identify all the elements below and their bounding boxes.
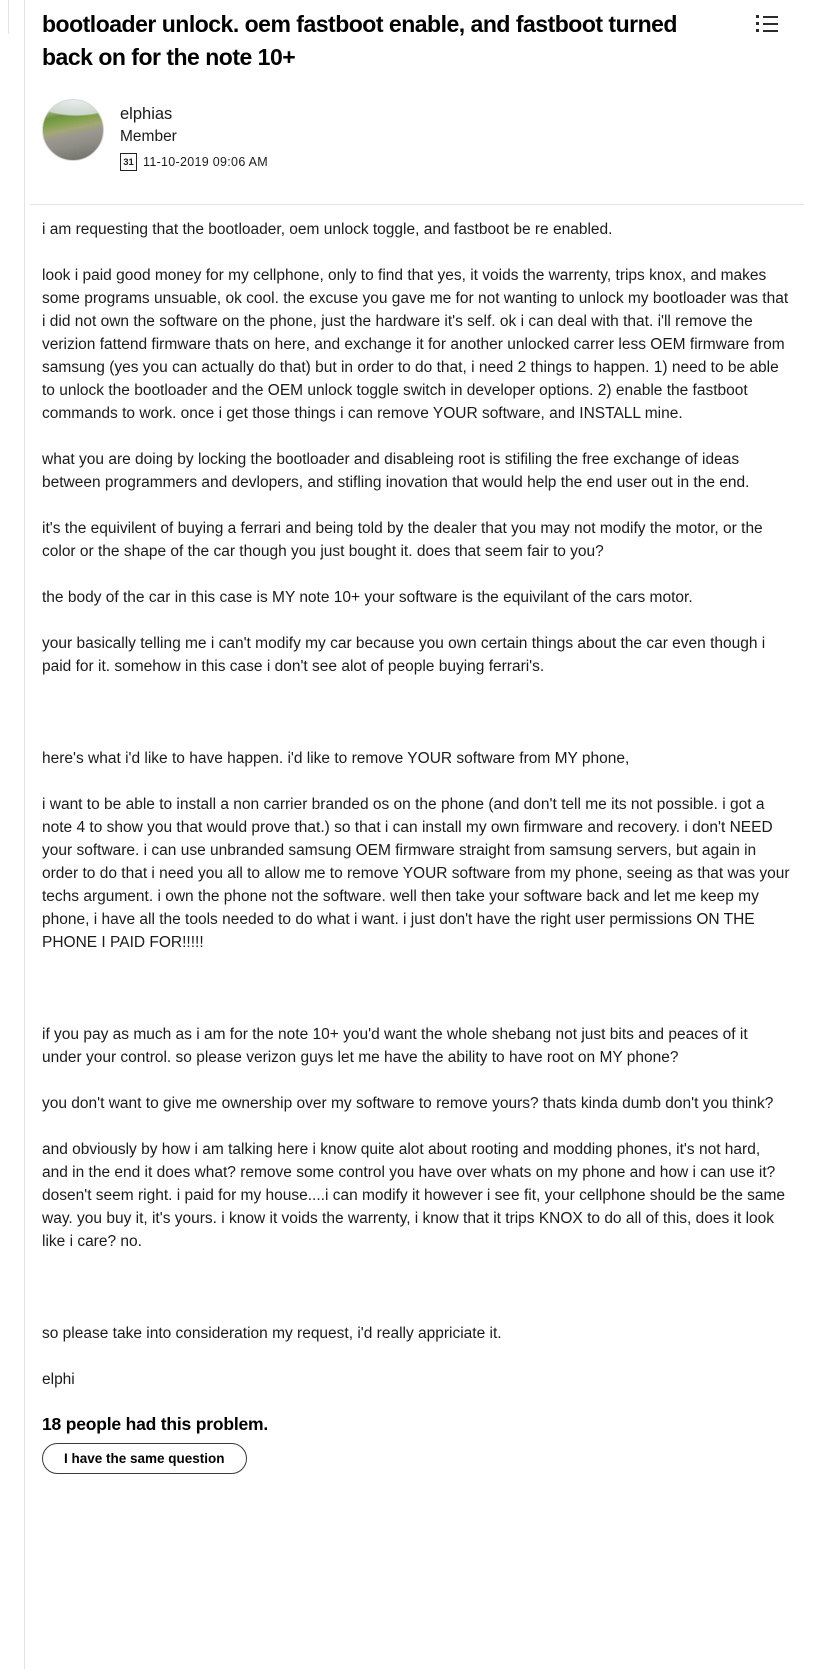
post-paragraph: i am requesting that the bootloader, oem unlock toggle, and fastboot be re enabled. <box>42 221 613 238</box>
thread-title: bootloader unlock. oem fastboot enable, and fastboot turned back on for the note 10+ <box>42 11 677 70</box>
author-rank: Member <box>120 128 177 145</box>
post-paragraph: and obviously by how i am talking here i know quite alot about rooting and modding phones, it's not hard, and in the end it does what? remove some control you have over whats on my phone and how i can use it? dosen't seem right. i paid for my house....i can modify it however i see fit, your cellphone should be the same way. you buy it, it's yours. i know it voids the warrenty, i know that it trips KNOX to do all of this, does it look like i care? no. <box>42 1141 786 1250</box>
calendar-icon: 31 <box>120 153 137 171</box>
post-timestamp: 11-10-2019 09:06 AM <box>143 155 268 169</box>
post-paragraph: so please take into consideration my request, i'd really appriciate it. <box>42 1325 502 1342</box>
list-icon <box>756 15 778 32</box>
paragraph-spacer <box>42 977 790 1000</box>
post-paragraph: here's what i'd like to have happen. i'd like to remove YOUR software from MY phone, <box>42 750 630 767</box>
author-username[interactable]: elphias <box>120 105 173 123</box>
divider <box>30 204 804 205</box>
post-date-row <box>120 153 268 171</box>
author-info <box>120 99 268 171</box>
avatar[interactable] <box>42 99 104 161</box>
post-paragraph: what you are doing by locking the bootloader and disableing root is stifiling the free exchange of ideas between programmers and devlopers, and stifling inovation that would help the end user out in the end. <box>42 451 750 491</box>
problem-count: 18 people had this problem. <box>42 1414 269 1434</box>
paragraph-spacer <box>42 701 790 724</box>
author-block <box>42 99 790 171</box>
thread-header <box>42 8 790 74</box>
post-paragraph: the body of the car in this case is MY note 10+ your software is the equivilant of the cars motor. <box>42 589 693 606</box>
post-paragraph: you don't want to give me ownership over my software to remove yours? thats kinda dumb don't you think? <box>42 1095 774 1112</box>
post-paragraph: elphi <box>42 1371 75 1388</box>
same-question-button[interactable]: I have the same question <box>42 1443 247 1474</box>
paragraph-spacer <box>42 1276 790 1299</box>
post-paragraph: your basically telling me i can't modify my car because you own certain things about the car even though i paid for it. somehow in this case i don't see alot of people buying ferrari's. <box>42 635 766 675</box>
topic-options-button[interactable] <box>754 13 780 34</box>
post-paragraph: it's the equivilent of buying a ferrari and being told by the dealer that you may not modify the motor, or the color or the shape of the car though you just bought it. does that seem fair to you? <box>42 520 763 560</box>
post-body <box>42 218 790 1391</box>
post-paragraph: look i paid good money for my cellphone, only to find that yes, it voids the warrenty, trips knox, and makes some programs unsuable, ok cool. the excuse you gave me for not wanting to unlock my bootloader was that i did not own the software on the phone, just the hardware it's self. ok i can deal with that. i'll remove the verizion fattend firmware thats on here, and exchange it for another unlocked carrer less OEM firmware from samsung (yes you can actually do that) but in order to do that, i need 2 things to happen. 1) need to be able to unlock the bootloader and the OEM unlock toggle switch in developer options. 2) enable the fastboot commands to work. once i get those things i can remove YOUR software, and INSTALL mine. <box>42 267 789 422</box>
post-paragraph: i want to be able to install a non carrier branded os on the phone (and don't tell me its not possible. i got a note 4 to show you that would prove that.) so that i can install my own firmware and recovery. i don't NEED your software. i can use unbranded samsung OEM firmware straight from samsung servers, but again in order to do that i need you all to allow me to remove YOUR software from my phone, seeing as that was your techs argument. i own the phone not the software. well then take your software back and let me keep my phone, i have all the tools needed to do what i want. i just don't have the right user permissions ON THE PHONE I PAID FOR!!!!! <box>42 796 790 951</box>
post-paragraph: if you pay as much as i am for the note 10+ you'd want the whole shebang not just bits and peaces of it under your control. so please verizon guys let me have the ability to have root on MY phone? <box>42 1026 748 1066</box>
